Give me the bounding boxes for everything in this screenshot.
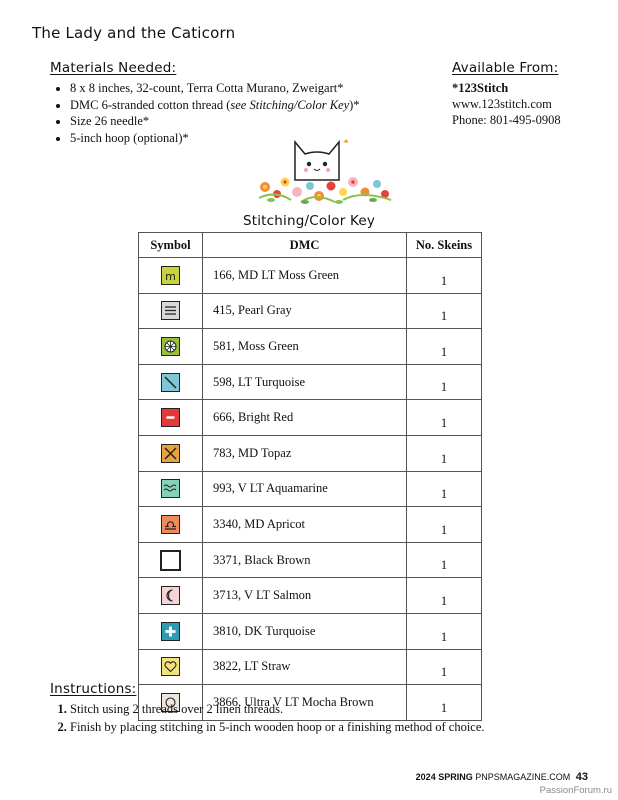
table-row (139, 507, 482, 543)
letter-m-icon (161, 266, 180, 285)
table-header-row (139, 233, 482, 258)
column-header-dmc: DMC (203, 233, 407, 258)
symbol-cell (139, 364, 203, 400)
instructions-heading: Instructions: (50, 681, 137, 697)
page-number: 43 (575, 771, 588, 783)
table-row (139, 649, 482, 685)
supplier-phone: Phone: 801-495-0908 (452, 113, 561, 127)
instruction-step: 1. Stitch using 2 threads over 2 linen threads. (70, 700, 590, 718)
wave-lines-icon (161, 479, 180, 498)
symbol-cell (139, 293, 203, 329)
table-row (139, 400, 482, 436)
plus-icon (161, 622, 180, 641)
dmc-cell: 3371, Black Brown (203, 542, 407, 578)
dmc-cell: 598, LT Turquoise (203, 364, 407, 400)
symbol-cell (139, 578, 203, 614)
heart-icon (161, 657, 180, 676)
dmc-cell: 993, V LT Aquamarine (203, 471, 407, 507)
page-footer (416, 771, 588, 783)
available-heading: Available From: (452, 60, 559, 76)
color-key-title: Stitching/Color Key (242, 213, 376, 229)
materials-item: • Size 26 needle* (70, 113, 430, 130)
skeins-cell: 1 (407, 400, 482, 436)
watermark: PassionForum.ru (539, 785, 612, 796)
skeins-cell: 1 (407, 613, 482, 649)
symbol-cell (139, 329, 203, 365)
skeins-cell: 1 (407, 542, 482, 578)
crescent-moon-icon (161, 586, 180, 605)
materials-item: • 8 x 8 inches, 32-count, Terra Cotta Murano, Zweigart* (70, 80, 430, 97)
skeins-cell: 1 (407, 685, 482, 721)
dmc-cell: 581, Moss Green (203, 329, 407, 365)
column-header-skeins: No. Skeins (407, 233, 482, 258)
table-row (139, 258, 482, 294)
column-header-symbol: Symbol (139, 233, 203, 258)
table-row (139, 542, 482, 578)
table-row (139, 613, 482, 649)
supplier-url[interactable]: www.123stitch.com (452, 97, 552, 111)
available-from-section (452, 60, 612, 128)
materials-item: • DMC 6-stranded cotton thread (see Stitching/Color Key)* (70, 97, 430, 114)
skeins-cell: 1 (407, 293, 482, 329)
table-row (139, 364, 482, 400)
dmc-cell: 3713, V LT Salmon (203, 578, 407, 614)
svg-text:m: m (165, 269, 176, 283)
supplier-name: *123Stitch (452, 81, 509, 95)
wheel-icon (161, 337, 180, 356)
diagonal-line-icon (161, 373, 180, 392)
symbol-cell (139, 542, 203, 578)
skeins-cell: 1 (407, 507, 482, 543)
skeins-cell: 1 (407, 435, 482, 471)
dmc-cell: 3866, Ultra V LT Mocha Brown (203, 685, 407, 721)
dmc-cell: 783, MD Topaz (203, 435, 407, 471)
dmc-cell: 166, MD LT Moss Green (203, 258, 407, 294)
footer-site: PNPSMAGAZINE.COM (475, 772, 571, 782)
instruction-step: 2. Finish by placing stitching in 5-inch wooden hoop or a finishing method of choice. (70, 718, 590, 736)
libra-icon (161, 515, 180, 534)
instructions-section (50, 681, 590, 736)
symbol-cell (139, 613, 203, 649)
table-row (139, 435, 482, 471)
table-row (139, 578, 482, 614)
skeins-cell: 1 (407, 471, 482, 507)
symbol-cell (139, 258, 203, 294)
dmc-cell: 3340, MD Apricot (203, 507, 407, 543)
symbol-cell (139, 400, 203, 436)
materials-heading: Materials Needed: (50, 60, 177, 76)
symbol-cell (139, 435, 203, 471)
skeins-cell: 1 (407, 649, 482, 685)
dmc-cell: 415, Pearl Gray (203, 293, 407, 329)
dmc-cell: 3810, DK Turquoise (203, 613, 407, 649)
x-mark-icon (161, 444, 180, 463)
horizontal-lines-icon (161, 301, 180, 320)
instructions-list (50, 700, 590, 736)
cat-flowers-illustration (255, 132, 395, 208)
symbol-cell (139, 649, 203, 685)
no-entry-icon (161, 408, 180, 427)
materials-item: • 5-inch hoop (optional)* (70, 130, 430, 147)
table-row (139, 293, 482, 329)
dmc-cell: 666, Bright Red (203, 400, 407, 436)
table-row (139, 471, 482, 507)
skeins-cell: 1 (407, 578, 482, 614)
skeins-cell: 1 (407, 329, 482, 365)
dmc-cell: 3822, LT Straw (203, 649, 407, 685)
skeins-cell: 1 (407, 364, 482, 400)
empty-square-icon (160, 550, 181, 571)
skeins-cell: 1 (407, 258, 482, 294)
table-row (139, 329, 482, 365)
footer-season: 2024 SPRING (415, 772, 473, 782)
color-key-table (138, 232, 482, 721)
symbol-cell (139, 507, 203, 543)
symbol-cell (139, 471, 203, 507)
page-title: The Lady and the Caticorn (32, 24, 236, 42)
